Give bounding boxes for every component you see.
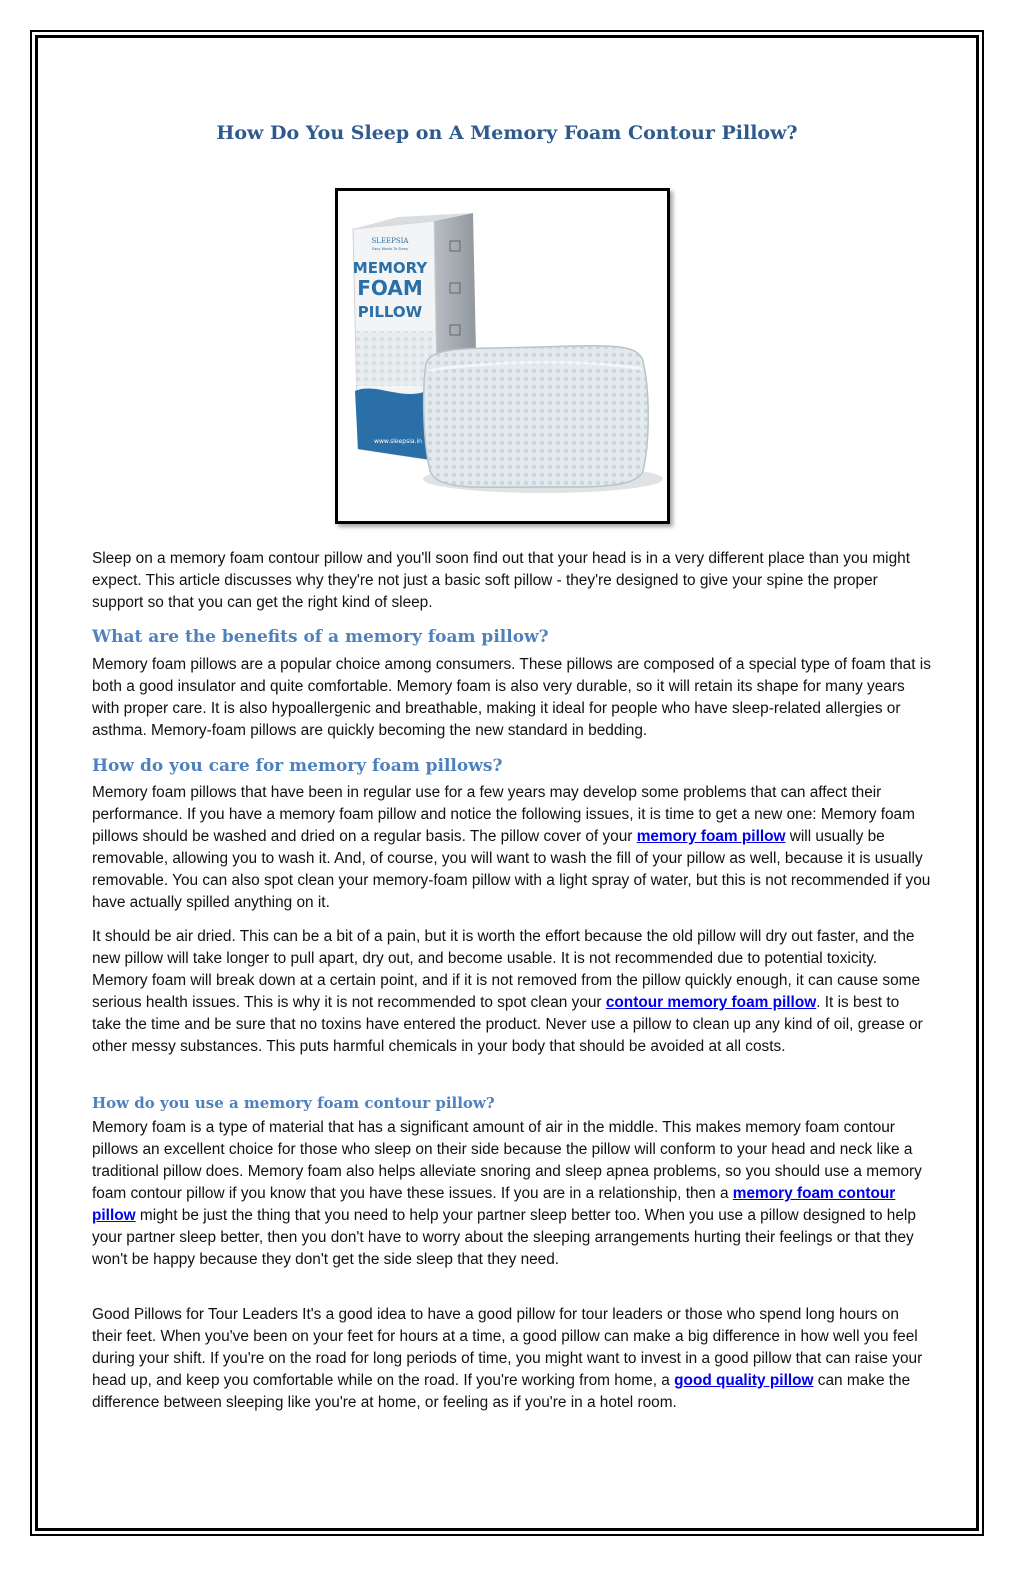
section-heading-care: How do you care for memory foam pillows?: [92, 756, 503, 776]
link-good-quality-pillow[interactable]: good quality pillow: [674, 1372, 814, 1389]
use-paragraph-2: Good Pillows for Tour Leaders It's a good idea to have a good pillow for tour leaders or those who spend long hours on their feet. When you've been on your feet for hours at a time, a good pillow can make a big difference in how well you feel during your shift. If you're on the road for long periods of time, you might want to invest in a good pillow that can raise your head up, and keep you comfortable while on the road. If you're working from home, a good quality pillow can make the difference between sleeping like you're at home, or feeling as if you're in a hotel room.: [92, 1306, 923, 1411]
use-paragraph-1: Memory foam is a type of material that has a significant amount of air in the middle. This makes memory foam contour pillows an excellent choice for those who sleep on their side because the pillow will conform to your head and neck like a traditional pillow does. Memory foam also helps alleviate snoring and sleep apnea problems, so you should use a memory foam contour pillow if you know that you have these issues. If you are in a relationship, then a memory foam contour pillow might be just the thing that you need to help your partner sleep better too. When you use a pillow designed to help your partner sleep better, then you don't have to worry about the sleeping arrangements hurting their feelings or that they won't be happy because they don't get the side sleep that they need.: [92, 1119, 922, 1268]
box-brand: SLEEPSIA: [371, 237, 409, 245]
box-url: www.sleepsia.in: [374, 438, 422, 445]
link-contour-memory-foam-pillow[interactable]: contour memory foam pillow: [605, 994, 817, 1011]
care-paragraph-1: Memory foam pillows that have been in regular use for a few years may develop some problems that can affect their performance. If you have a memory foam pillow and notice the following issues, it is time to get a new one: Memory foam pillows should be washed and dried on a regular basis. The pillow cover of your memory foam pillow will usually be removable, allowing you to wash it. And, of course, you will want to wash the fill of your pillow as well, because it is usually removable. You can also spot clean your memory-foam pillow with a light spray of water, but this is not recommended if you have actually spilled anything on it.: [92, 784, 931, 911]
care-paragraph-2: It should be air dried. This can be a bit of a pain, but it is worth the effort because the old pillow will dry out faster, and the new pillow will take longer to pull apart, dry out, and become usable. It is not recommended due to potential toxicity. Memory foam will break down at a certain point, and if it is not removed from the pillow quickly enough, it can cause some serious health issues. This is why it is not recommended to spot clean your contour memory foam pillow. It is best to take the time and be sure that no toxins have entered the product. Never use a pillow to clean up any kind of oil, grease or other messy substances. This puts harmful chemicals in your body that should be avoided at all costs.: [92, 928, 923, 1055]
page-title: How Do You Sleep on A Memory Foam Contour Pillow?: [216, 122, 798, 144]
product-image: [335, 188, 670, 524]
box-text-memory: MEMORY: [352, 259, 428, 277]
intro-paragraph: Sleep on a memory foam contour pillow and you'll soon find out that your head is in a very different place than you might expect. This article discusses why they're not just a basic soft pillow - they're designed to give your spine the proper support so that you can get the right kind of sleep.: [92, 550, 910, 611]
benefits-paragraph: Memory foam pillows are a popular choice among consumers. These pillows are composed of a special type of foam that is both a good insulator and quite comfortable. Memory foam is also very durable, so it will retain its shape for many years with proper care. It is also hypoallergenic and breathable, making it ideal for people who have sleep-related allergies or asthma. Memory-foam pillows are quickly becoming the new standard in bedding.: [92, 656, 931, 739]
link-memory-foam-pillow[interactable]: memory foam pillow: [636, 828, 786, 845]
link-memory-foam-contour-pillow[interactable]: memory foam contour pillow: [92, 1185, 896, 1224]
memory-foam-pillow-illustration: [338, 191, 667, 521]
box-tagline: Easy Words To Sleep: [372, 247, 408, 251]
box-text-pillow: PILLOW: [357, 303, 423, 321]
box-text-foam: FOAM: [357, 276, 423, 300]
section-heading-use: How do you use a memory foam contour pillow?: [92, 1094, 495, 1112]
section-heading-benefits: What are the benefits of a memory foam pillow?: [92, 627, 549, 647]
